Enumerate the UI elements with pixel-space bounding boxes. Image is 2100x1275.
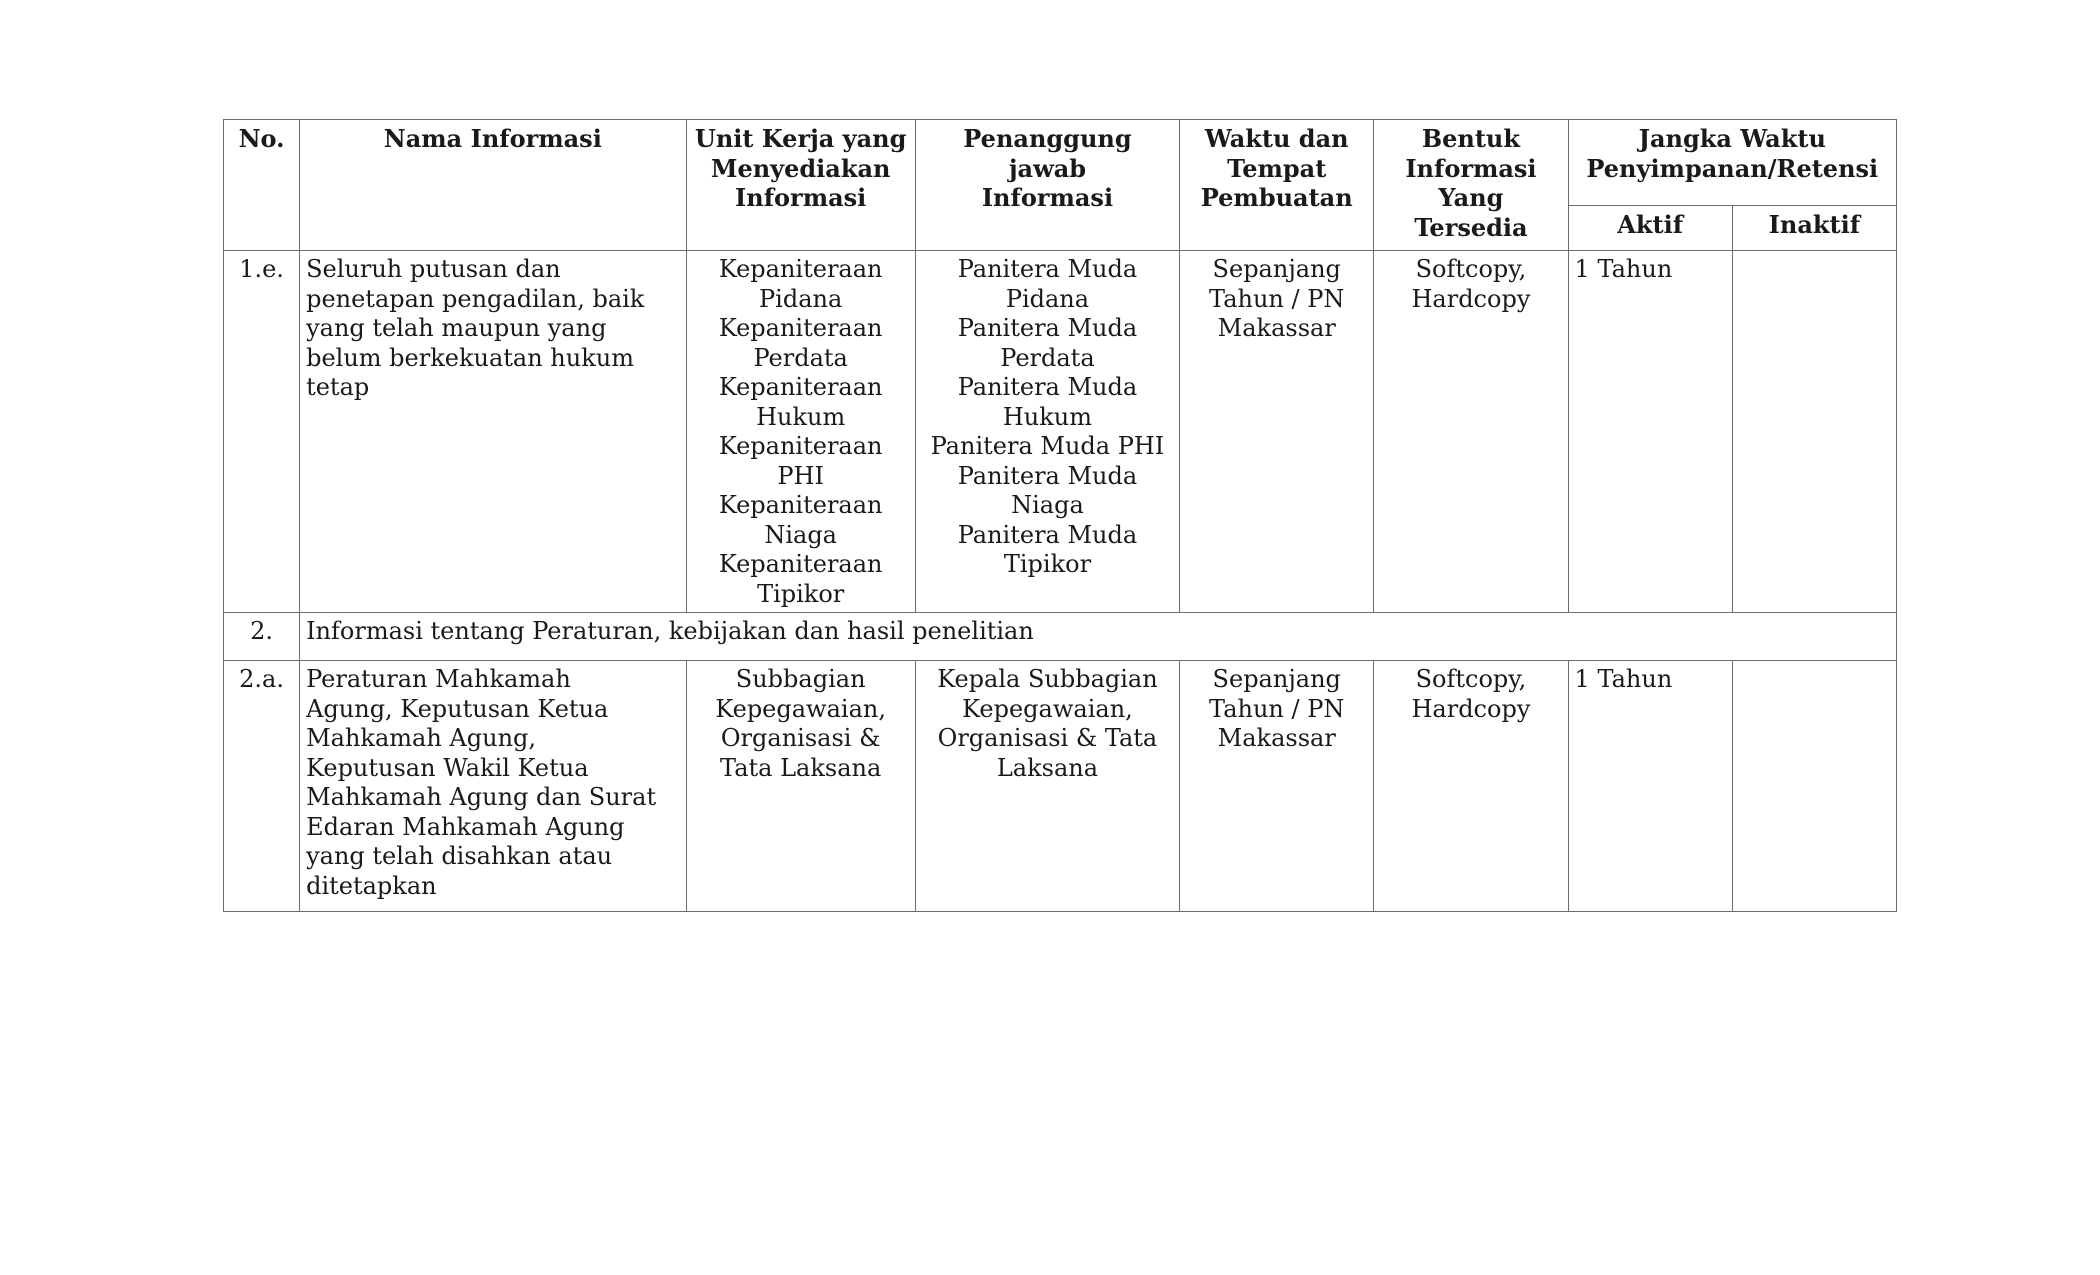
cell-text-line: Waktu dan	[1204, 124, 1349, 153]
cell-text-line: Keputusan Wakil Ketua	[306, 753, 589, 782]
cell-text-line: Sepanjang	[1212, 255, 1341, 283]
cell-text-line: Softcopy,	[1415, 255, 1527, 283]
header-row	[224, 120, 1897, 206]
cell-text-line: Tipikor	[757, 579, 845, 608]
cell-text-line: Pidana	[1005, 284, 1090, 313]
cell-text-line: Menyediakan	[710, 153, 891, 183]
row-unit-kerja	[686, 661, 915, 912]
cell-text-line: Kepaniteraan	[718, 432, 883, 460]
cell-text-line: Hukum	[756, 402, 846, 431]
cell-text-line: Informasi	[1405, 153, 1537, 183]
row-unit-kerja	[686, 251, 915, 613]
row-waktu-tempat	[1180, 661, 1374, 912]
cell-text-line: Yang	[1438, 183, 1504, 212]
cell-text-line: Informasi	[735, 183, 867, 212]
cell-text-line: Perdata	[753, 343, 848, 372]
section-row	[224, 613, 1897, 661]
row-bentuk-informasi	[1374, 251, 1568, 613]
cell-text-line: tetap	[306, 373, 370, 401]
cell-text-line: Seluruh putusan dan	[306, 255, 561, 283]
row-aktif: 1 Tahun	[1568, 661, 1732, 912]
row-number: 2.a.	[224, 661, 300, 912]
cell-text-line: Niaga	[1011, 491, 1084, 519]
row-number: 1.e.	[224, 251, 300, 613]
cell-text-line: Penyimpanan/Retensi	[1586, 153, 1879, 183]
cell-text-line: yang telah disahkan atau	[306, 842, 613, 870]
cell-text-line: penetapan pengadilan, baik	[306, 284, 645, 313]
cell-text-line: Kepegawaian,	[715, 694, 886, 723]
cell-text-line: Tata Laksana	[720, 753, 882, 782]
row-nama-informasi	[300, 251, 686, 613]
cell-text-line: Edaran Mahkamah Agung	[306, 812, 625, 841]
cell-text-line: Agung, Keputusan Ketua	[306, 694, 609, 723]
information-table	[223, 119, 1897, 912]
cell-text-line: Panitera Muda	[957, 373, 1138, 401]
header-nama-informasi: Nama Informasi	[300, 120, 686, 251]
header-jangka-waktu	[1568, 120, 1896, 206]
cell-text-line: Penanggung jawab	[963, 124, 1132, 183]
cell-text-line: Makassar	[1217, 724, 1336, 752]
cell-text-line: Softcopy,	[1415, 665, 1527, 693]
cell-text-line: Panitera Muda PHI	[930, 432, 1165, 460]
header-no: No.	[224, 120, 300, 251]
row-inaktif	[1732, 251, 1896, 613]
header-penanggung-jawab	[915, 120, 1179, 251]
cell-text-line: Kepaniteraan	[718, 314, 883, 342]
section-number: 2.	[224, 613, 300, 661]
cell-text-line: Makassar	[1217, 314, 1336, 342]
cell-text-line: Jangka Waktu	[1638, 124, 1826, 153]
row-aktif: 1 Tahun	[1568, 251, 1732, 613]
row-penanggung-jawab	[915, 251, 1179, 613]
cell-text-line: Tahun / PN	[1209, 694, 1345, 723]
cell-text-line: Perdata	[1000, 343, 1095, 372]
cell-text-line: ditetapkan	[306, 871, 437, 900]
cell-text-line: Mahkamah Agung dan Surat	[306, 783, 657, 811]
cell-text-line: Tahun / PN	[1209, 284, 1345, 313]
cell-text-line: Tempat	[1227, 153, 1327, 183]
cell-text-line: Kepaniteraan	[718, 373, 883, 401]
cell-text-line: Pidana	[759, 284, 843, 313]
header-inaktif: Inaktif	[1732, 206, 1896, 251]
table-row	[224, 251, 1897, 613]
cell-text-line: Peraturan Mahkamah	[306, 665, 571, 693]
cell-text-line: Subbagian	[735, 665, 866, 693]
row-bentuk-informasi	[1374, 661, 1568, 912]
row-penanggung-jawab	[915, 661, 1179, 912]
header-waktu-tempat	[1180, 120, 1374, 251]
cell-text-line: Kepaniteraan	[718, 550, 883, 578]
cell-text-line: Informasi	[981, 183, 1114, 212]
cell-text-line: Panitera Muda	[957, 314, 1138, 342]
cell-text-line: Hardcopy	[1411, 694, 1531, 723]
cell-text-line: Panitera Muda	[957, 461, 1138, 490]
cell-text-line: Kepaniteraan	[718, 255, 883, 283]
header-bentuk-informasi	[1374, 120, 1568, 251]
cell-text-line: Tipikor	[1003, 550, 1092, 578]
cell-text-line: Organisasi & Tata	[937, 724, 1158, 752]
cell-text-line: Bentuk	[1421, 124, 1521, 153]
cell-text-line: Organisasi &	[720, 724, 881, 752]
cell-text-line: Laksana	[996, 753, 1099, 782]
cell-text-line: Tersedia	[1414, 212, 1528, 242]
header-unit-kerja	[686, 120, 915, 251]
section-title: Informasi tentang Peraturan, kebijakan dan hasil penelitian	[300, 613, 1897, 661]
cell-text-line: Hardcopy	[1411, 284, 1531, 313]
cell-text-line: yang telah maupun yang	[306, 314, 607, 342]
row-waktu-tempat	[1180, 251, 1374, 613]
cell-text-line: PHI	[777, 461, 824, 490]
cell-text-line: Panitera Muda	[957, 520, 1138, 549]
row-nama-informasi	[300, 661, 686, 912]
cell-text-line: Mahkamah Agung,	[306, 724, 537, 752]
cell-text-line: Kepaniteraan	[718, 491, 883, 519]
header-aktif: Aktif	[1568, 206, 1732, 251]
cell-text-line: Panitera Muda	[957, 255, 1138, 283]
cell-text-line: Kepala Subbagian	[937, 665, 1158, 693]
cell-text-line: Unit Kerja yang	[694, 124, 907, 153]
row-inaktif	[1732, 661, 1896, 912]
cell-text-line: Hukum	[1002, 402, 1093, 431]
table-row	[224, 661, 1897, 912]
cell-text-line: belum berkekuatan hukum	[306, 343, 634, 372]
cell-text-line: Sepanjang	[1212, 665, 1341, 693]
cell-text-line: Kepegawaian,	[962, 694, 1133, 723]
cell-text-line: Niaga	[764, 520, 837, 549]
cell-text-line: Pembuatan	[1200, 183, 1353, 212]
